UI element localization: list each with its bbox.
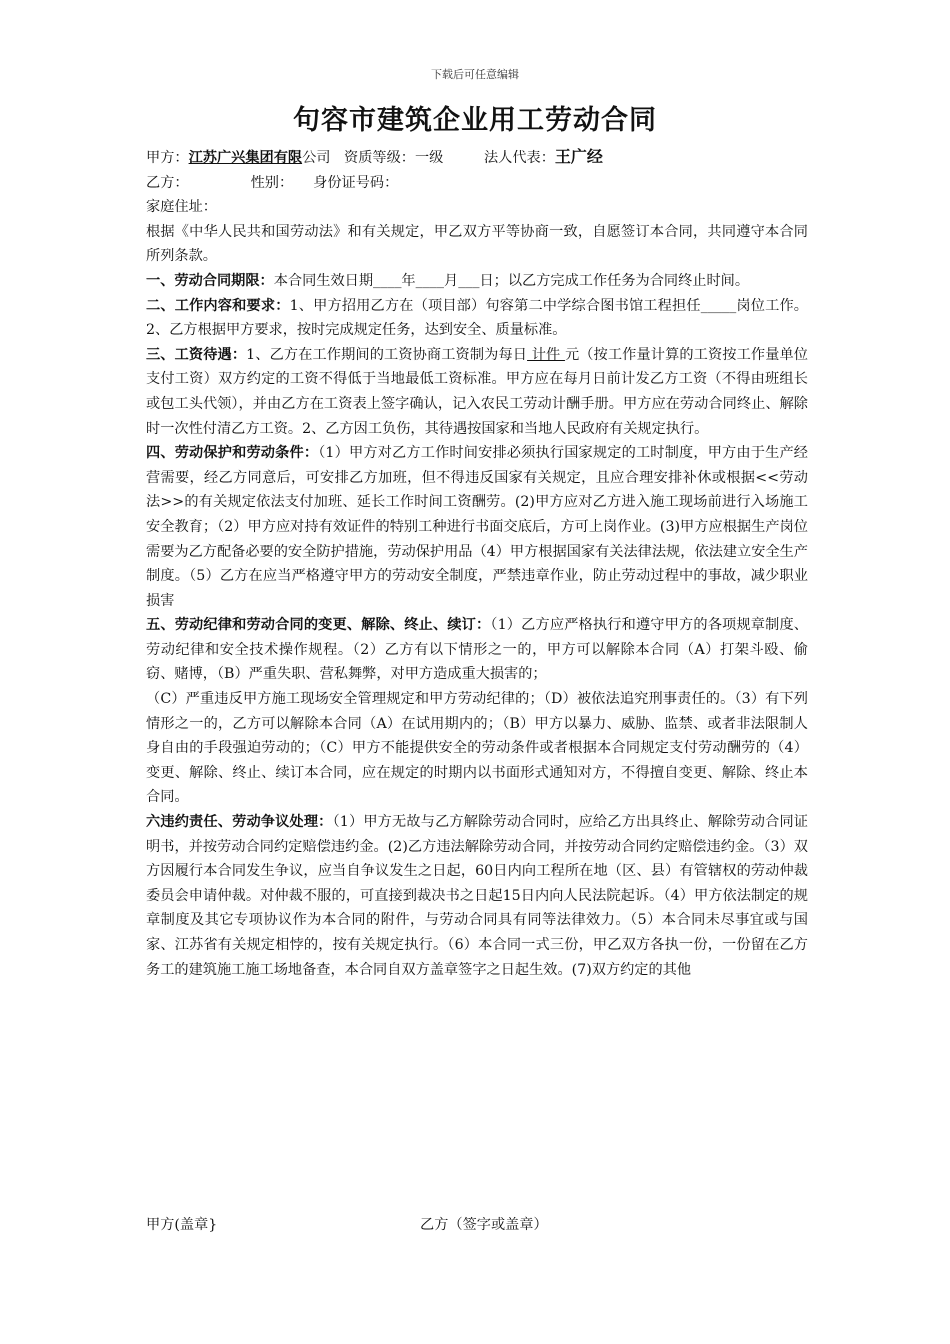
wage-type: 计件 [527,346,565,363]
section-2-text-end: 岗位工作。2、乙方根据甲方要求，按时完成规定任务，达到安全、质量标准。 [146,297,808,339]
section-3-text: 1、乙方在工作期间的工资协商工资制为每日 [246,346,528,363]
date-blank-month: ____ [415,272,444,289]
section-6-heading: 六违约责任、劳动争议处理： [146,814,333,831]
signature-party-a: 甲方(盖章} [146,1217,218,1233]
party-a-rep-name: 王广经 [554,147,603,166]
party-a-company-suffix: 公司 [302,150,331,166]
post-blank: _____ [700,297,737,314]
signature-party-b: 乙方（签字或盖章） [420,1217,548,1233]
section-5-text: （1）乙方应严格执行和遵守甲方的各项规章制度、劳动纪律和安全技术操作规程。（2）乙方有以下情形之一的，甲方可以解除本合同（A）打架斗殴、偷窃、赌博，（B）严重失职、营私舞弊，对甲方造成重大损害的； [146,617,808,683]
date-blank-day: ___ [458,272,480,289]
section-1-text-end: 日；以乙方完成工作任务为合同终止时间。 [479,272,750,289]
section-5-heading: 五、劳动纪律和劳动合同的变更、解除、终止、续订： [146,617,491,634]
section-4-text: （1）甲方对乙方工作时间安排必须执行国家规定的工时制度，甲方由于生产经营需要，经乙方同意后，可安排乙方加班，但不得违反国家有关规定，且应合理安排补休或根据<<劳动法>>的有关规定依法支付加班、延长工作时间工资酬劳。(2)甲方应对乙方进入施工现场前进行入场施工安全教育；（2）甲方应对持有效证件的特别工种进行书面交底后，方可上岗作业。(3)甲方应根据生产岗位需要为乙方配备必要的安全防护措施，劳动保护用品（4）甲方根据国家有关法律法规，依法建立安全生产制度。（5）乙方在应当严格遵守甲方的劳动安全制度，严禁违章作业，防止劳动过程中的事故，减少职业损害 [146,445,808,609]
contract-body [146,145,808,982]
party-a-qualification: 资质等级：一级 [344,150,444,166]
party-b-gender: 性别： [250,174,294,191]
section-1-year: 年 [401,272,416,289]
party-b-line [146,171,808,196]
section-6 [146,810,808,982]
section-6-text: （1）甲方无故与乙方解除劳动合同时，应给乙方出具终止、解除劳动合同证明书，并按劳动合同约定赔偿违约金。(2)乙方违法解除劳动合同，并按劳动合同约定赔偿违约金。（3）双方因履行本合同发生争议，应当自争议发生之日起，60日内向工程所在地（区、县）有管辖权的劳动仲裁委员会申请仲裁。对仲裁不服的，可直接到裁决书之日起15日内向人民法院起诉。（4）甲方依法制定的规章制度及其它专项协议作为本合同的附件，与劳动合同具有同等法律效力。（5）本合同未尽事宜或与国家、江苏省有关规定相悖的，按有关规定执行。（6）本合同一式三份，甲乙双方各执一份，一份留在乙方务工的建筑施工施工场地备查，本合同自双方盖章签字之日起生效。(7)双方约定的其他 [146,814,808,978]
header-note: 下载后可任意编辑 [431,68,519,81]
date-blank-year: ____ [373,272,402,289]
address-line: 家庭住址： [146,199,217,216]
party-b-label: 乙方： [146,174,189,191]
section-1-text: 本合同生效日期 [273,272,374,289]
section-2 [146,294,808,343]
party-a-line [146,145,808,171]
party-a-rep-label: 法人代表： [483,150,555,166]
party-a-company: 江苏广兴集团有限 [188,150,303,166]
section-5-continued: （C）严重违反甲方施工现场安全管理规定和甲方劳动纪律的；（D）被依法追究刑事责任的。（3）有下列情形之一的，乙方可以解除本合同（A）在试用期内的；（B）甲方以暴力、威胁、监禁、或者非法限制人身自由的手段强迫劳动的；（C）甲方不能提供安全的劳动条件或者根据本合同规定支付劳动酬劳的（4）变更、解除、终止、续订本合同，应在规定的时期内以书面形式通知对方，不得擅自变更、解除、终止本合同。 [146,691,808,806]
section-5 [146,613,808,687]
section-3-heading: 三、工资待遇： [146,346,247,363]
section-3 [146,343,808,441]
section-1-month: 月 [443,272,459,289]
party-b-id: 身份证号码： [313,174,399,191]
section-2-text: 1、甲方招用乙方在（项目部）句容第二中学综合图书馆工程担任 [289,297,701,314]
section-1 [146,269,808,294]
section-1-heading: 一、劳动合同期限： [146,272,274,289]
section-2-heading: 二、工作内容和要求： [146,297,290,314]
section-4-heading: 四、劳动保护和劳动条件： [146,445,319,462]
section-3-text-end: 元（按工作量计算的工资按工作量单位支付工资）双方约定的工资不得低于当地最低工资标准。甲方应在每月日前计发乙方工资（不得由班组长或包工头代领），并由乙方在工资表上签字确认，记入农民工劳动计酬手册。甲方应在劳动合同终止、解除时一次性付清乙方工资。2、乙方因工负伤，其待遇按国家和当地人民政府有关规定执行。 [146,346,808,437]
party-a-label: 甲方： [146,150,189,166]
section-4 [146,441,808,613]
intro-paragraph: 根据《中华人民共和国劳动法》和有关规定，甲乙双方平等协商一致，自愿签订本合同，共同遵守本合同所列条款。 [146,223,808,265]
page-title: 句容市建筑企业用工劳动合同 [293,105,657,136]
